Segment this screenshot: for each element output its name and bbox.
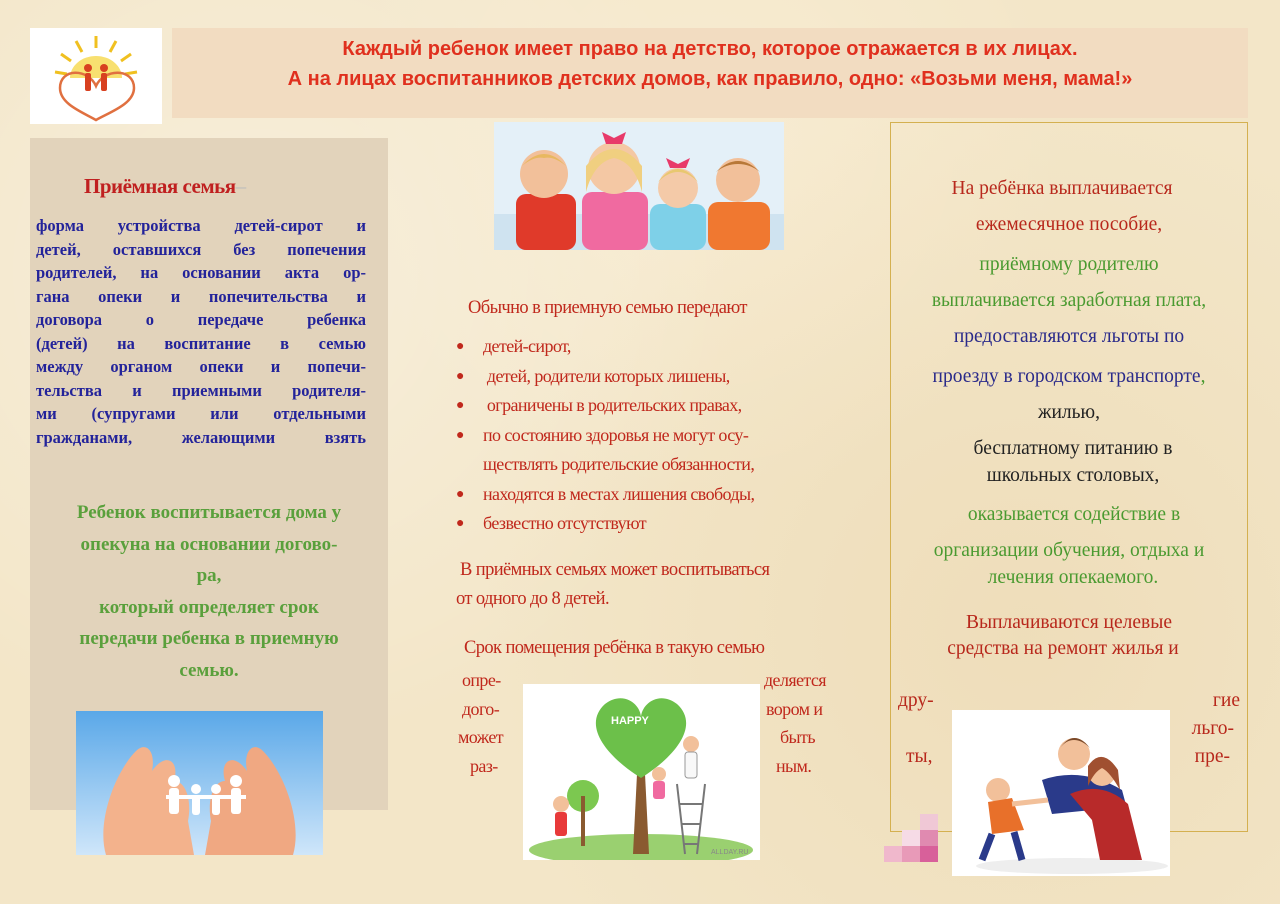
list-item-text: находятся в местах лишения свободы, [483,483,755,504]
count-line-2: от одного до 8 детей. [456,589,610,609]
happy-tree-image [523,684,760,860]
benefit-line: оказывается содействие в [967,504,1181,525]
benefit-line: выплачивается заработная плата, [931,290,1207,311]
bullet-icon: ● [456,398,464,413]
bullet-icon: ● [456,368,464,384]
list-item-text: ществлять родительские обязанности, [483,454,755,474]
transfer-heading: Обычно в приемную семью передают [468,298,747,318]
list-item [456,421,856,451]
list-item [456,332,856,362]
term-fragment-right: ным. [776,756,812,776]
benefit-fragment-left: ты, [906,746,933,767]
list-item-continuation [456,450,856,480]
benefit-line [892,366,1246,388]
definition-line: форма устройства детей-сирот и [36,216,366,235]
pink-square-decoration [884,846,902,862]
pink-square-decoration [920,846,938,862]
benefit-line: бесплатному питанию в [973,438,1173,459]
list-item-text: детей-сирот, [483,336,571,356]
term-fragment-right: быть [780,727,815,747]
children-photo [494,122,784,250]
list-item [456,362,856,392]
benefit-line: Выплачиваются целевые [965,612,1172,633]
note-line: семью. [179,659,239,681]
definition-line: гана опеки и попечительства и [36,286,366,306]
bullet-icon: ● [456,486,464,502]
upbringing-note [34,497,384,686]
logo [30,28,162,124]
definition-line: гражданами, желающими взять [36,427,366,447]
term-fragment-left: опре- [462,670,501,690]
pink-square-decoration [920,814,938,830]
title-dash: – [235,174,246,198]
bullet-icon: ● [456,516,464,531]
term-fragment-right: вором и [766,699,823,719]
benefit-line: организации обучения, отдыха и [933,540,1205,561]
tree-caption: HAPPY [611,715,649,727]
sun-heart-logo-icon [30,28,162,124]
list-item-text: безвестно отсутствуют [483,513,646,533]
benefit-fragment-left: дру- [898,690,934,711]
benefit-line-part: проезду в городском транспорте [932,366,1201,387]
bullet-icon: ● [456,427,464,443]
count-line-1: В приёмных семьях может воспитываться [456,560,770,580]
list-item [456,509,856,539]
pink-square-decoration [902,846,920,862]
term-fragment-right: деляется [764,670,826,690]
note-line: передачи ребенка в приемную [79,628,339,649]
pink-square-decoration [920,830,938,846]
transfer-list [456,332,856,539]
benefit-line: лечения опекаемого. [987,567,1159,588]
benefit-line: предоставляются льготы по [953,326,1185,347]
header-line-2: А на лицах воспитанников детских домов, как правило, одно: «Возьми меня, мама!» [287,68,1133,90]
definition-line: договора о передаче ребенка [36,310,366,329]
benefit-line: На ребёнка выплачивается [951,178,1173,199]
watermark-text: ALLDAY.RU [711,849,749,856]
list-item-text: детей, родители которых лишены, [483,365,730,386]
benefit-fragment-right: льго- [1191,718,1234,739]
benefit-fragment-right: пре- [1194,746,1230,767]
note-line: который определяет срок [99,596,319,618]
list-item-text: ограничены в родительских правах, [483,395,742,415]
note-line: ра, [196,565,222,586]
term-fragment-left: раз- [470,756,498,776]
definition-line: родителей, на основании акта ор- [36,263,366,282]
definition-line: ми (супругами или отдельными [36,404,366,423]
bullet-icon: ● [456,339,464,354]
family-illustration-image [952,710,1170,876]
term-fragment-left: дого- [462,699,500,719]
benefit-line: средства на ремонт жилья и [947,638,1179,659]
title-text: Приёмная семья [84,174,236,198]
definition-line: (детей) на воспитание в семью [36,333,366,353]
benefit-line: школьных столовых, [986,465,1160,486]
benefit-line: жилью, [1038,402,1100,423]
placement-term-text: Срок помещения ребёнка в такую семью [464,638,765,658]
hands-family-image [76,711,323,855]
benefit-line: ежемесячное пособие, [975,214,1163,235]
benefit-fragment-right: гие [1212,690,1240,711]
term-fragment-left: может [458,727,503,747]
definition-text [36,214,366,449]
pink-square-decoration [902,830,920,846]
header-banner [172,28,1248,118]
definition-line: детей, оставшихся без попечения [36,239,366,259]
list-item [456,480,856,510]
note-line: Ребенок воспитывается дома у [76,502,342,523]
header-line-1: Каждый ребенок имеет право на детство, которое отражается в их лицах. [342,38,1078,60]
definition-line: между органом опеки и попечи- [36,357,366,376]
list-item [456,391,856,421]
list-item-text: по состоянию здоровья не могут осу- [483,424,749,445]
foster-family-title [84,174,246,199]
children-count-text [456,556,769,614]
note-line: опекуна на основании догово- [80,533,338,555]
definition-line: тельства и приемными родителя- [36,380,366,400]
benefit-line: приёмному родителю [979,254,1159,275]
benefit-line-comma: , [1200,366,1206,387]
